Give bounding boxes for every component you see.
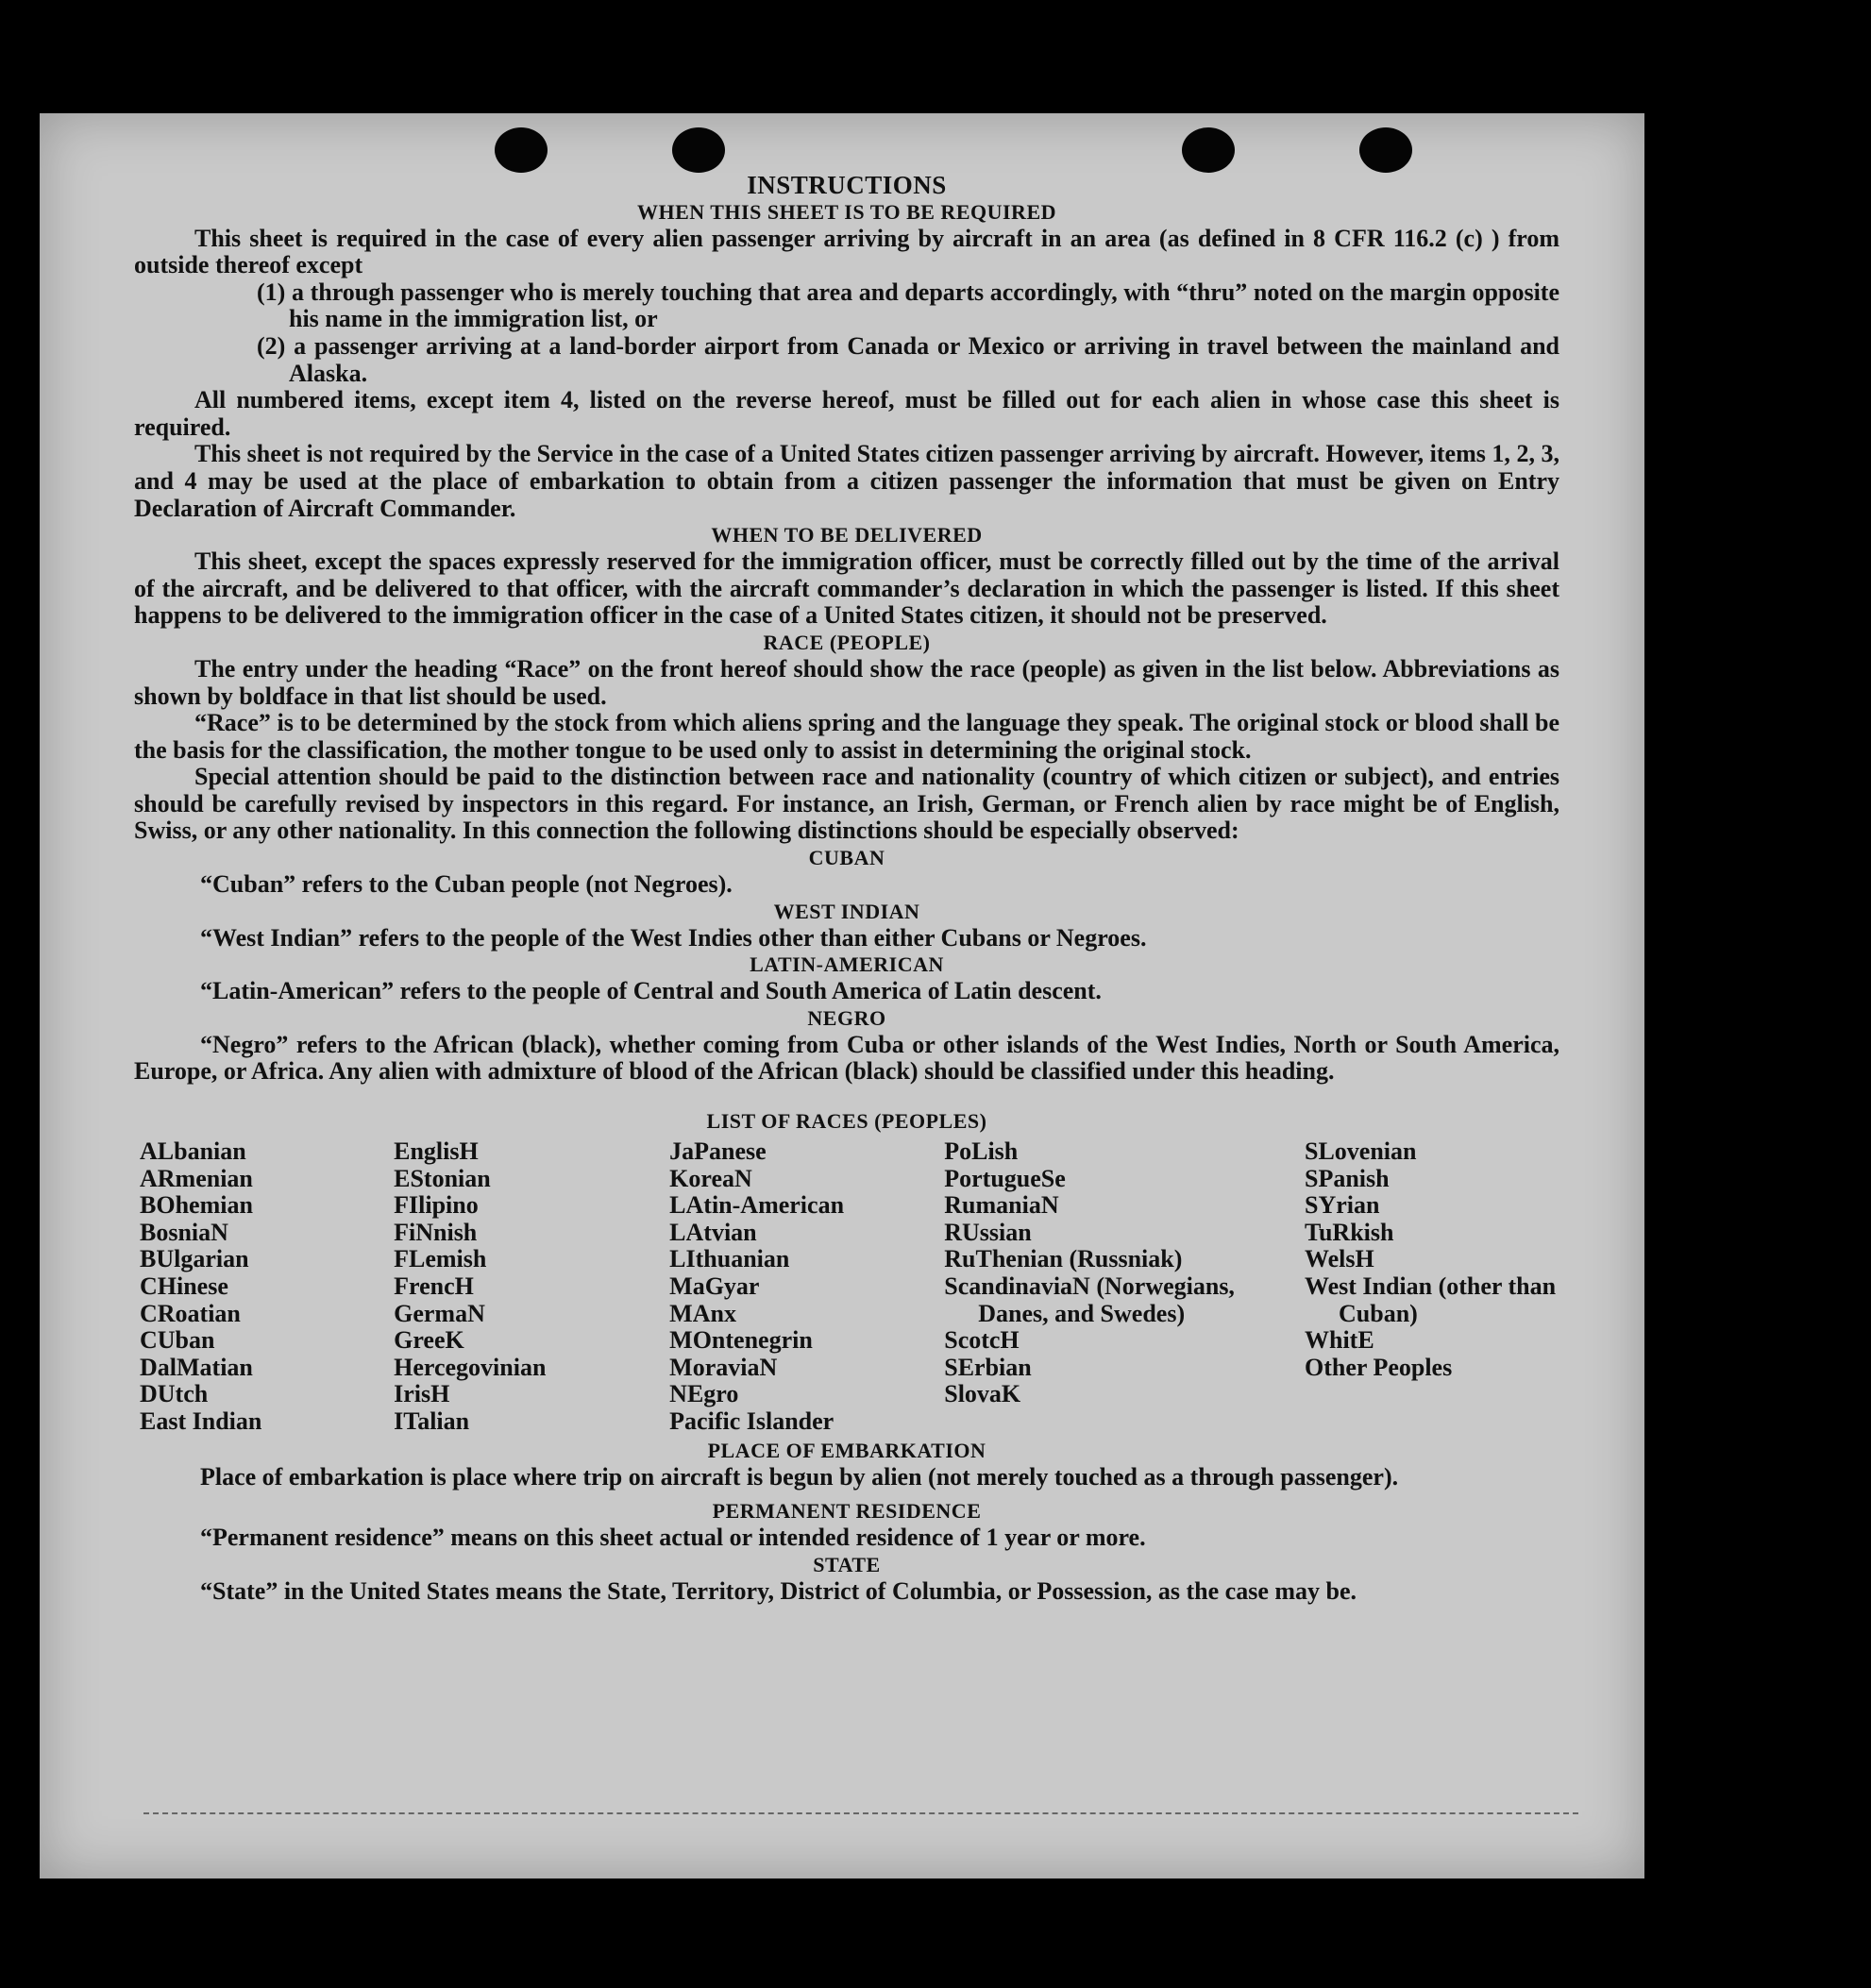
race-entry: MOntenegrin xyxy=(669,1326,813,1355)
race-entry: SLovenian xyxy=(1305,1137,1417,1166)
race-para-1: The entry under the heading “Race” on the front hereof should show the race (people) as given in the list below. Abbreviations as shown by boldface in that list should be used. xyxy=(134,654,1559,710)
race-entry: Hercegovinian xyxy=(394,1353,547,1381)
race-entry: BUlgarian xyxy=(140,1245,249,1273)
race-entry: ScandinaviaN (Norwegians, Danes, and Swedes) xyxy=(944,1272,1235,1327)
races-list xyxy=(140,1138,1559,1436)
race-entry: FIlipino xyxy=(394,1191,479,1220)
race-entry: IrisH xyxy=(394,1380,450,1408)
race-entry: ARmenian xyxy=(140,1164,253,1192)
delivered-text: This sheet, except the spaces expressly reserved for the immigration officer, must be correctly filled out by the time of the arrival of the aircraft, and be delivered to that officer, with the aircraft commander’s declaration in which the passenger is listed. If this sheet happens to be delivered to the immigration officer in the case of a United States citizen, it should not be preserved. xyxy=(134,548,1559,630)
sheet-content xyxy=(134,172,1559,1605)
heading-races-list: LIST OF RACES (PEOPLES) xyxy=(706,1109,987,1134)
race-entry: JaPanese xyxy=(669,1137,767,1166)
heading-embarkation: PLACE OF EMBARKATION xyxy=(707,1438,986,1462)
race-entry: NEgro xyxy=(669,1380,739,1408)
required-item-1: (1) a through passenger who is merely touching that area and departs accordingly, with “thru” noted on the margin opposite his name in the immigration list, or xyxy=(257,278,1559,333)
required-para-2: All numbered items, except item 4, listed on the reverse hereof, must be filled out for each alien in whose case this sheet is required. xyxy=(134,386,1559,441)
race-entry: LAtvian xyxy=(669,1218,757,1246)
punch-hole xyxy=(1359,127,1412,173)
race-entry: SPanish xyxy=(1305,1164,1390,1192)
page-title: INSTRUCTIONS xyxy=(747,171,947,199)
heading-west-indian: WEST INDIAN xyxy=(773,899,920,923)
race-entry: FiNnish xyxy=(394,1218,478,1246)
race-entry: CUban xyxy=(140,1326,215,1355)
race-entry: MaGyar xyxy=(669,1272,760,1300)
heading-latin-american: LATIN-AMERICAN xyxy=(750,952,944,977)
races-column-1 xyxy=(140,1138,394,1436)
race-entry: West Indian (other than Cuban) xyxy=(1305,1272,1557,1327)
race-entry: PortugueSe xyxy=(944,1164,1066,1192)
punch-hole xyxy=(1182,127,1235,173)
instruction-sheet xyxy=(40,113,1644,1878)
race-entry: CHinese xyxy=(140,1272,228,1300)
race-para-3: Special attention should be paid to the distinction between race and nationality (country of which citizen or subject), and entries should be carefully revised by inspectors in this regard. For instance, an Irish, German, or French alien by race might be of English, Swiss, or any other nationality. In this connection the following distinctions should be especially observed: xyxy=(134,763,1559,845)
race-entry: EnglisH xyxy=(394,1137,479,1166)
race-entry: FrencH xyxy=(394,1272,474,1300)
race-entry: GermaN xyxy=(394,1299,485,1327)
state-text: “State” in the United States means the State, Territory, District of Columbia, or Possession, as the case may be. xyxy=(200,1576,1357,1605)
race-entry: ITalian xyxy=(394,1407,470,1435)
race-entry: RuThenian (Russniak) xyxy=(944,1245,1183,1273)
embarkation-text: Place of embarkation is place where trip on aircraft is begun by alien (not merely touched as a through passenger). xyxy=(200,1462,1399,1491)
race-entry: ScotcH xyxy=(944,1326,1020,1355)
race-para-2: “Race” is to be determined by the stock from which aliens spring and the language they speak. The original stock or blood shall be the basis for the classification, the mother tongue to be used only to assist in determining the original stock. xyxy=(134,709,1559,764)
races-column-2 xyxy=(394,1138,669,1436)
required-intro: This sheet is required in the case of every alien passenger arriving by aircraft in an area (as defined in 8 CFR 116.2 (c) ) from outside thereof except xyxy=(134,224,1559,279)
residence-text: “Permanent residence” means on this sheet actual or intended residence of 1 year or more. xyxy=(200,1524,1146,1552)
race-entry: KoreaN xyxy=(669,1164,752,1192)
latin-american-text: “Latin-American” refers to the people of Central and South America of Latin descent. xyxy=(200,977,1102,1005)
race-entry: DUtch xyxy=(140,1380,209,1408)
bottom-dashed-rule xyxy=(143,1812,1578,1814)
race-entry: TuRkish xyxy=(1305,1218,1394,1246)
race-entry: BOhemian xyxy=(140,1191,253,1220)
heading-negro: NEGRO xyxy=(807,1005,886,1030)
race-entry: BosniaN xyxy=(140,1218,228,1246)
races-column-4 xyxy=(944,1138,1305,1436)
race-entry: East Indian xyxy=(140,1407,262,1435)
required-item-2: (2) a passenger arriving at a land-border airport from Canada or Mexico or arriving in travel between the mainland and Alaska. xyxy=(257,331,1559,387)
negro-text: “Negro” refers to the African (black), whether coming from Cuba or other islands of the West Indies, North or South America, Europe, or Africa. Any alien with admixture of blood of the African (black) should be classified under this heading. xyxy=(134,1030,1559,1086)
heading-required: WHEN THIS SHEET IS TO BE REQUIRED xyxy=(636,199,1057,224)
race-entry: RumaniaN xyxy=(944,1191,1059,1220)
race-entry: ALbanian xyxy=(140,1137,246,1166)
heading-state: STATE xyxy=(813,1552,881,1576)
race-entry: PoLish xyxy=(944,1137,1019,1166)
race-entry: GreeK xyxy=(394,1326,464,1355)
race-entry: WhitE xyxy=(1305,1326,1374,1355)
race-entry: DalMatian xyxy=(140,1353,253,1381)
race-entry: Other Peoples xyxy=(1305,1353,1453,1381)
race-entry: SYrian xyxy=(1305,1191,1380,1220)
race-entry: MAnx xyxy=(669,1299,736,1327)
race-entry: Pacific Islander xyxy=(669,1407,834,1435)
race-entry: LAtin-American xyxy=(669,1191,845,1220)
race-entry: SErbian xyxy=(944,1353,1032,1381)
west-indian-text: “West Indian” refers to the people of the West Indies other than either Cubans or Negroes. xyxy=(200,923,1147,952)
race-entry: LIthuanian xyxy=(669,1245,790,1273)
punch-hole xyxy=(672,127,725,173)
races-column-5 xyxy=(1305,1138,1559,1436)
race-entry: EStonian xyxy=(394,1164,491,1192)
heading-cuban: CUBAN xyxy=(808,846,885,870)
punch-hole xyxy=(495,127,548,173)
required-para-3: This sheet is not required by the Service in the case of a United States citizen passenger arriving by aircraft. However, items 1, 2, 3, and 4 may be used at the place of embarkation to obtain from a citizen passenger the information that must be given on Entry Declaration of Aircraft Commander. xyxy=(134,440,1559,522)
cuban-text: “Cuban” refers to the Cuban people (not Negroes). xyxy=(200,870,733,899)
race-entry: RUssian xyxy=(944,1218,1032,1246)
race-entry: CRoatian xyxy=(140,1299,241,1327)
race-entry: WelsH xyxy=(1305,1245,1374,1273)
heading-race: RACE (PEOPLE) xyxy=(763,630,931,654)
race-entry: FLemish xyxy=(394,1245,487,1273)
race-entry: MoraviaN xyxy=(669,1353,778,1381)
race-entry: SlovaK xyxy=(944,1380,1021,1408)
races-column-3 xyxy=(669,1138,944,1436)
heading-residence: PERMANENT RESIDENCE xyxy=(712,1499,982,1524)
heading-delivered: WHEN TO BE DELIVERED xyxy=(711,523,983,548)
